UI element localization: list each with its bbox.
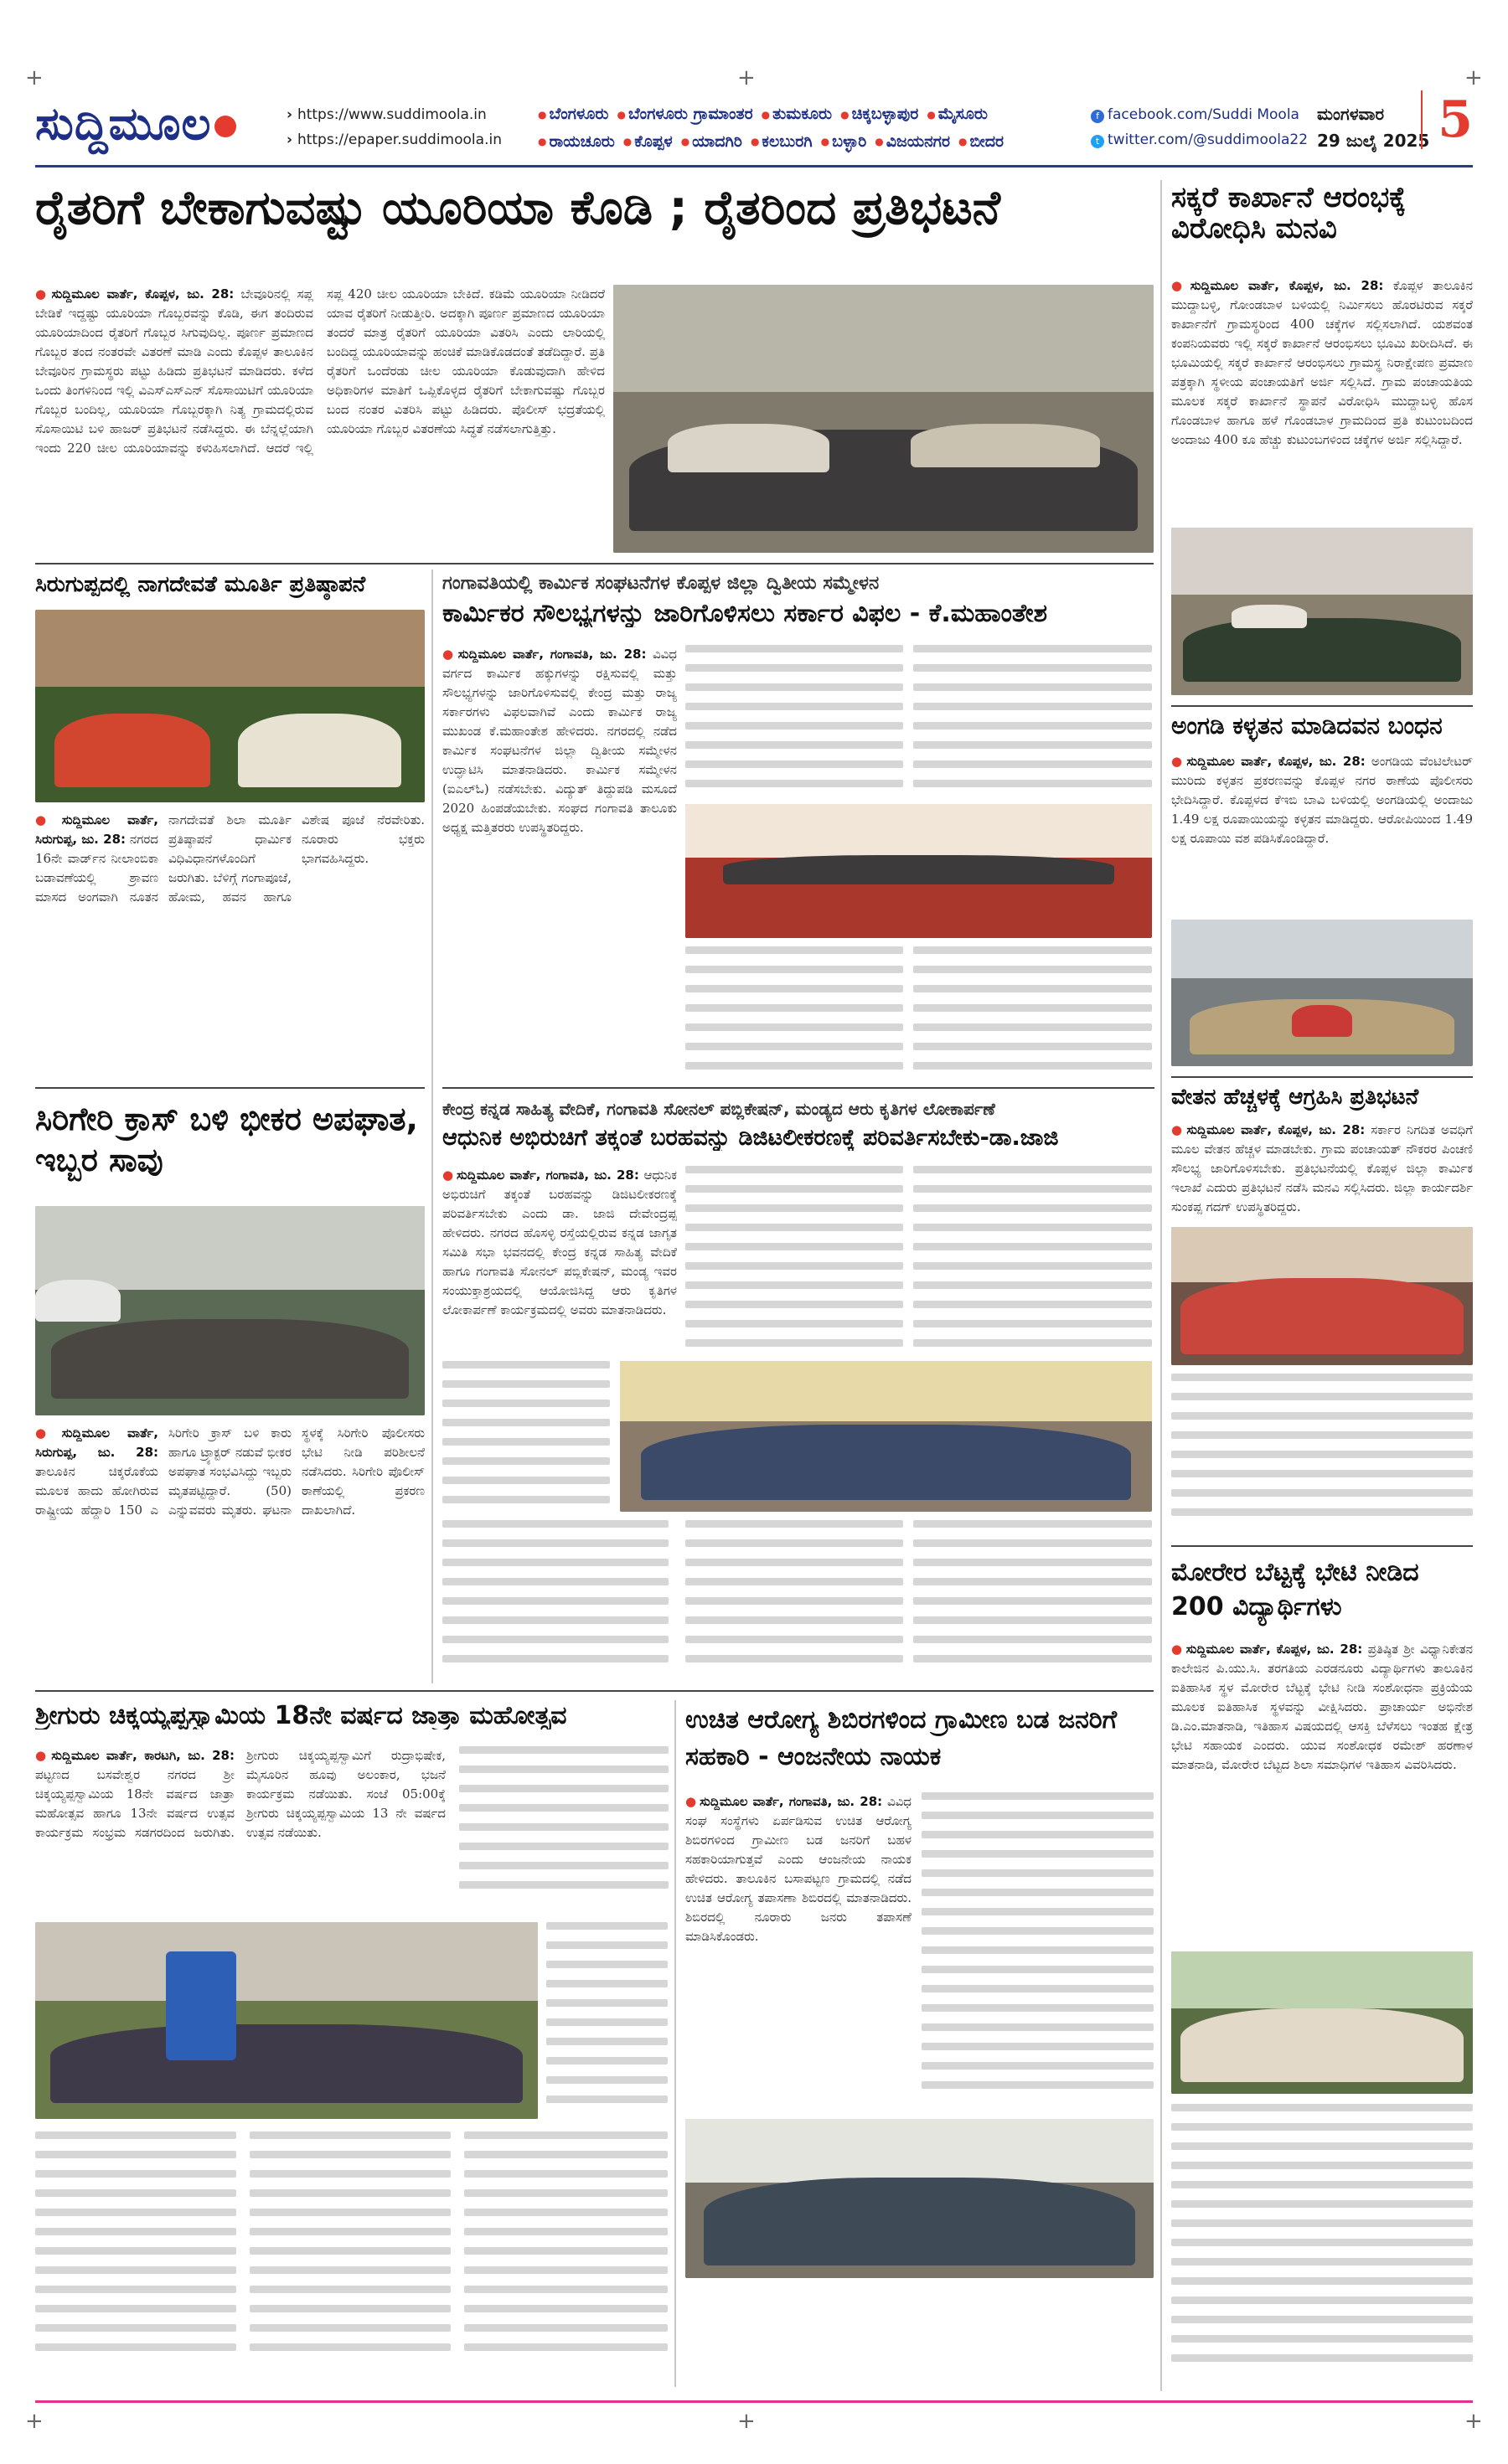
dateline: ● ಸುದ್ದಿಮೂಲ ವಾರ್ತೆ, ಗಂಗಾವತಿ, ಜು. 28: — [685, 1794, 882, 1809]
district-item[interactable]: ● ಮೈಸೂರು — [927, 105, 988, 123]
overline: ಕೇಂದ್ರ ಕನ್ನಡ ಸಾಹಿತ್ಯ ವೇದಿಕೆ, ಗಂಗಾವತಿ ಸೋನಲ್ ಪಬ್ಲಿಕೇಷನ್, ಮಂಡ್ಯದ ಆರು ಕೃತಿಗಳ ಲೋಕಾರ್ಪಣೆ — [442, 1099, 995, 1119]
headline: ಉಚಿತ ಆರೋಗ್ಯ ಶಿಬಿರಗಳಿಂದ ಗ್ರಾಮೀಣ ಬಡ ಜನರಿಗೆ ಸಹಕಾರಿ - ಆಂಜನೇಯ ನಾಯಕ — [685, 1705, 1118, 1771]
website-links — [287, 102, 502, 152]
students-photo — [1171, 1951, 1473, 2094]
text-column-placeholder — [442, 1520, 669, 1679]
crop-mark: + — [1464, 2409, 1483, 2434]
article-body — [1171, 752, 1473, 911]
article-body — [442, 1166, 677, 1358]
dateline: ● ಸುದ್ದಿಮೂಲ ವಾರ್ತೆ, ಕೊಪ್ಪಳ, ಜು. 28: — [1171, 1122, 1365, 1137]
date: 29 ಜುಲೈ 2025 — [1317, 131, 1430, 151]
health-camp-photo — [685, 2119, 1154, 2278]
dateline: ● ಸುದ್ದಿಮೂಲ ವಾರ್ತೆ, ಗಂಗಾವತಿ, ಜು. 28: — [442, 1168, 639, 1183]
text-column-placeholder — [922, 1792, 1154, 2111]
conference-photo — [685, 804, 1152, 938]
dateline: ● ಸುದ್ದಿಮೂಲ ವಾರ್ತೆ, ಸಿರುಗುಪ್ಪ, ಜು. 28: — [35, 812, 158, 847]
article-body — [35, 811, 425, 1079]
district-item[interactable]: ● ಬೀದರ — [958, 132, 1004, 151]
district-item[interactable]: ● ಕಲಬುರಗಿ — [751, 132, 813, 151]
article-body — [35, 1424, 425, 1675]
district-list — [538, 101, 1091, 155]
text-column-placeholder — [913, 946, 1152, 1080]
column-divider — [674, 1700, 676, 2387]
text-column-placeholder — [685, 645, 903, 796]
social-links — [1091, 102, 1308, 152]
article-text: ಪಟ್ಟಣದ ಬಸವೇಶ್ವರ ನಗರದ ಶ್ರೀ ಚಿಕ್ಕಯ್ಯಪ್ಪಸ್ವಾಮಿಯ 18ನೇ ವರ್ಷದ ಜಾತ್ರಾ ಮಹೋತ್ಸವ ಹಾಗೂ 13ನೇ ವರ್ಷದ ಉತ್ಸವ ಕಾರ್ಯಕ್ರಮ ಸಂಭ್ರಮ ಸಡಗರದಿಂದ ಜರುಗಿತು. ಶ್ರೀಗುರು ಚಿಕ್ಕಯ್ಯಪ್ಪಸ್ವಾಮಿಗೆ ರುದ್ರಾಭಿಷೇಕ, ಮೈಸೂರಿನ ಹೂವು ಅಲಂಕಾರ, ಭಜನೆ ಕಾರ್ಯಕ್ರಮ ನಡೆಯಿತು. ಸಂಜೆ 05:00ಕ್ಕೆ ಶ್ರೀಗುರು ಚಿಕ್ಕಯ್ಯಪ್ಪಸ್ವಾಮಿಯ 13 ನೇ ವರ್ಷದ ಉತ್ಸವ ನಡೆಯಿತು. — [35, 1748, 446, 1840]
section-rule — [1171, 1545, 1473, 1547]
article-body — [1171, 276, 1473, 519]
text-column-placeholder — [250, 2132, 451, 2383]
headline: ಕಾರ್ಮಿಕರ ಸೌಲಭ್ಯಗಳನ್ನು ಜಾರಿಗೊಳಿಸಲು ಸರ್ಕಾರ ವಿಫಲ - ಕೆ.ಮಹಾಂತೇಶ — [442, 600, 1048, 627]
text-column-placeholder — [1171, 2104, 1473, 2389]
district-item[interactable]: ● ಬೆಂಗಳೂರು — [538, 105, 608, 123]
text-column-placeholder — [913, 1166, 1152, 1354]
district-item[interactable]: ● ಬೆಂಗಳೂರು ಗ್ರಾಮಾಂತರ — [617, 105, 752, 123]
crop-mark: + — [737, 2409, 756, 2434]
petition-photo — [1171, 528, 1473, 695]
text-column-placeholder — [685, 1166, 903, 1354]
footer-rule — [35, 2400, 1473, 2403]
headline: ಶ್ರೀಗುರು ಚಿಕ್ಕಯ್ಯಪ್ಪಸ್ವಾಮಿಯ 18ನೇ ವರ್ಷದ ಜಾತ್ರಾ ಮಹೋತ್ಸವ — [35, 1702, 567, 1729]
district-item[interactable]: ● ತುಮಕೂರು — [762, 105, 832, 123]
article-body — [442, 645, 677, 1080]
article-body — [35, 285, 605, 553]
twitter-link[interactable]: twitter.com/@suddimoola22 — [1108, 131, 1309, 148]
text-column-placeholder — [464, 2132, 668, 2383]
headline: ರೈತರಿಗೆ ಬೇಕಾಗುವಷ್ಟು ಯೂರಿಯಾ ಕೊಡಿ ; ರೈತರಿಂದ ಪ್ರತಿಭಟನೆ — [35, 183, 1001, 235]
district-item[interactable]: ● ರಾಯಚೂರು — [538, 132, 615, 151]
text-column-placeholder — [913, 645, 1152, 796]
newspaper-logo[interactable]: ಸುದ್ದಿಮೂಲ — [35, 97, 236, 151]
headline: ಸಕ್ಕರೆ ಕಾರ್ಖಾನೆ ಆರಂಭಕ್ಕೆ ವಿರೋಧಿಸಿ ಮನವಿ — [1171, 181, 1407, 246]
dateline: ● ಸುದ್ದಿಮೂಲ ವಾರ್ತೆ, ಸಿರುಗುಪ್ಪ, ಜು. 28: — [35, 1425, 158, 1460]
crop-mark: + — [25, 65, 44, 90]
twitter-icon: t — [1091, 135, 1104, 148]
district-item[interactable]: ● ಬಳ್ಳಾರಿ — [821, 132, 867, 151]
crop-mark: + — [25, 2409, 44, 2434]
dateline: ● ಸುದ್ದಿಮೂಲ ವಾರ್ತೆ, ಕಾರಟಗಿ, ಜು. 28: — [35, 1748, 235, 1763]
section-rule — [35, 1690, 1154, 1692]
district-item[interactable]: ● ಯಾದಗಿರಿ — [681, 132, 742, 151]
issue-date — [1317, 101, 1429, 154]
text-column-placeholder — [913, 1520, 1152, 1679]
article-text: ನಗರದ 16ನೇ ವಾರ್ಡ್‌ನ ನೀಲಾಂಬಿಕಾ ಬಡಾವಣೆಯಲ್ಲಿ ಶ್ರಾವಣ ಮಾಸದ ಅಂಗವಾಗಿ ನೂತನ ನಾಗದೇವತೆ ಶಿಲಾ ಮೂರ್ತಿ ಪ್ರತಿಷ್ಠಾಪನೆ ಧಾರ್ಮಿಕ ವಿಧಿವಿಧಾನಗಳೊಂದಿಗೆ ಜರುಗಿತು. ಬೆಳಿಗ್ಗೆ ಗಂಗಾಪೂಜೆ, ಹೋಮ, ಹವನ ಹಾಗೂ ವಿಶೇಷ ಪೂಜೆ ನೆರವೇರಿತು. ನೂರಾರು ಭಕ್ತರು ಭಾಗವಹಿಸಿದ್ದರು. — [35, 812, 425, 905]
facebook-link[interactable]: facebook.com/Suddi Moola — [1108, 106, 1299, 123]
article-text: ಬೇವೂರಿನಲ್ಲಿ ಸಪ್ಲ ಬೇಡಿಕೆ ಇದ್ದಷ್ಟು ಯೂರಿಯಾ ಗೊಬ್ಬರವನ್ನು ಕೊಡಿ, ಈಗ ತಂದಿರುವ ಯೂರಿಯಾದಿಂದ ರೈತರಿಗೆ ಗೊಬ್ಬರ ಸಿಗುವುದಿಲ್ಲ. ಪೂರ್ಣ ಪ್ರಮಾಣದ ಗೊಬ್ಬರ ತಂದ ನಂತರವೇ ವಿತರಣೆ ಮಾಡಿ ಎಂದು ಕೊಪ್ಪಳ ತಾಲೂಕಿನ ಬೇವೂರಿನ ಗ್ರಾಮಸ್ಥರು ಪಟ್ಟು ಹಿಡಿದು ಪ್ರತಿಭಟನೆ ಮಾಡಿದರು. ಕಳೆದ ಒಂದು ತಿಂಗಳಿನಿಂದ ಇಲ್ಲಿ ವಿಎಸ್ಎಸ್ಎನ್ ಸೊಸಾಯಿಟಿಗೆ ಯೂರಿಯಾ ಗೊಬ್ಬರ ಬಂದಿಲ್ಲ, ಯೂರಿಯಾ ಗೊಬ್ಬರಕ್ಕಾಗಿ ನಿತ್ಯ ಗ್ರಾಮದಲ್ಲಿರುವ ಸೊಸಾಯಿಟಿ ಬಳಿ ಹಾಜರ್ ಪ್ರತಿಭಟನೆ ನಡೆಸಿದ್ದರು. ಈ ಬೆನ್ನಲ್ಲೆಯಾಗಿ ಇಂದು 220 ಚೀಲ ಯೂರಿಯಾವನ್ನು ಕಳುಹಿಸಲಾಗಿದೆ. ಆದರೆ ಇಲ್ಲಿ ಸಪ್ಲ 420 ಚೀಲ ಯೂರಿಯಾ ಬೇಕಿದೆ. ಕಡಿಮೆ ಯೂರಿಯಾ ನೀಡಿದರೆ ಯಾವ ರೈತರಿಗೆ ನೀಡುತ್ತೀರಿ. ಅದಕ್ಕಾಗಿ ಪೂರ್ಣ ಪ್ರಮಾಣದ ಯೂರಿಯಾ ತಂದರೆ ಮಾತ್ರ ರೈತರಿಗೆ ಯೂರಿಯಾ ವಿತರಿಸಿ ಎಂದು ಲಾರಿಯಲ್ಲಿ ಬಂದಿದ್ದ ಯೂರಿಯಾವನ್ನು ಹಂಚಿಕೆ ಮಾಡಿಕೊಡದಂತೆ ತಡೆದಿದ್ದಾರೆ. ಪ್ರತಿ ರೈತರಿಗೆ ಒಂದೆರಡು ಚೀಲ ಯೂರಿಯಾ ಕೊಡುವುದಾಗಿ ಹೇಳಿದ ಅಧಿಕಾರಿಗಳ ಮಾತಿಗೆ ಒಪ್ಪಿಕೊಳ್ಳದ ರೈತರಿಗೆ ಬೇಕಾಗುವಷ್ಟು ಗೊಬ್ಬರ ಬಂದ ನಂತರ ವಿತರಿಸಿ ಪಟ್ಟು ಹಿಡಿದರು. ಪೊಲೀಸ್ ಭದ್ರತೆಯಲ್ಲಿ ಯೂರಿಯಾ ಗೊಬ್ಬರ ವಿತರಣೆಯ ಸಿದ್ಧತೆ ನಡೆಸಲಾಗುತ್ತಿತ್ತು. — [35, 286, 605, 456]
article-body — [35, 1746, 446, 1914]
headline: ವೇತನ ಹೆಚ್ಚಳಕ್ಕೆ ಆಗ್ರಹಿಸಿ ಪ್ರತಿಭಟನೆ — [1171, 1085, 1419, 1110]
district-item[interactable]: ● ಕೊಪ್ಪಳ — [623, 132, 673, 151]
dateline: ● ಸುದ್ದಿಮೂಲ ವಾರ್ತೆ, ಕೊಪ್ಪಳ, ಜು. 28: — [1171, 754, 1366, 769]
section-rule — [35, 563, 1154, 564]
section-rule — [1171, 705, 1473, 707]
dateline: ● ಸುದ್ದಿಮೂಲ ವಾರ್ತೆ, ಗಂಗಾವತಿ, ಜು. 28: — [442, 647, 647, 662]
column-divider — [1160, 180, 1162, 2391]
overline: ಗಂಗಾವತಿಯಲ್ಲಿ ಕಾರ್ಮಿಕ ಸಂಘಟನೆಗಳ ಕೊಪ್ಪಳ ಜಿಲ್ಲಾ ದ್ವಿತೀಯ ಸಮ್ಮೇಳನ — [442, 573, 880, 594]
article-text: ಆಧುನಿಕ ಅಭಿರುಚಿಗೆ ತಕ್ಕಂತೆ ಬರಹವನ್ನು ಡಿಜಿಟಲೀಕರಣಕ್ಕೆ ಪರಿವರ್ತಿಸಬೇಕು ಎಂದು ಡಾ. ಜಾಜಿ ದೇವೇಂದ್ರಪ್ಪ ಹೇಳಿದರು. ನಗರದ ಹೊಸಳ್ಳಿ ರಸ್ತೆಯಲ್ಲಿರುವ ಕನ್ನಡ ಜಾಗೃತ ಸಮಿತಿ ಸಭಾ ಭವನದಲ್ಲಿ ಕೇಂದ್ರ ಕನ್ನಡ ಸಾಹಿತ್ಯ ವೇದಿಕೆ ಹಾಗೂ ಗಂಗಾವತಿ ಸೋನಲ್ ಪಬ್ಲಿಕೇಷನ್, ಮಂಡ್ಯ ಇವರ ಸಂಯುಕ್ತಾಶ್ರಯದಲ್ಲಿ ಆಯೋಜಿಸಿದ್ದ ಆರು ಕೃತಿಗಳ ಲೋಕಾರ್ಪಣೆ ಕಾರ್ಯಕ್ರಮದಲ್ಲಿ ಅವರು ಮಾತನಾಡಿದರು. — [442, 1168, 677, 1317]
district-item[interactable]: ● ಚಿಕ್ಕಬಳ್ಳಾಪುರ — [840, 105, 918, 123]
masthead — [35, 87, 1473, 168]
epaper-link[interactable]: › https://epaper.suddimoola.in — [287, 127, 502, 152]
page-number: 5 — [1421, 90, 1473, 149]
article-text: ವಿವಿಧ ವರ್ಗದ ಕಾರ್ಮಿಕ ಹಕ್ಕುಗಳನ್ನು ರಕ್ಷಿಸುವಲ್ಲಿ ಮತ್ತು ಸೌಲಭ್ಯಗಳನ್ನು ಜಾರಿಗೊಳಿಸುವಲ್ಲಿ ಕೇಂದ್ರ ಮತ್ತು ರಾಜ್ಯ ಸರ್ಕಾರಗಳು ವಿಫಲವಾಗಿವೆ ಎಂದು ಕಾರ್ಮಿಕ ರಾಜ್ಯ ಮುಖಂಡ ಕೆ.ಮಹಾಂತೇಶ ಹೇಳಿದರು. ನಗರದಲ್ಲಿ ನಡೆದ ಕಾರ್ಮಿಕ ಸಂಘಟನೆಗಳ ಜಿಲ್ಲಾ ದ್ವಿತೀಯ ಸಮ್ಮೇಳನ ಉದ್ಘಾಟಿಸಿ ಮಾತನಾಡಿದರು. ಕಾರ್ಮಿಕ ಸಮ್ಮೇಳನ (ಐಎಲ್ಓ) ನಡೆಸಬೇಕು. ವಿದ್ಯುತ್ ತಿದ್ದುಪಡಿ ಮಸೂದೆ 2020 ಹಿಂಪಡೆಯಬೇಕು. ಸಂಘದ ಗಂಗಾವತಿ ತಾಲೂಕು ಅಧ್ಯಕ್ಷ ಮತ್ತಿತರರು ಉಪಸ್ಥಿತರಿದ್ದರು. — [442, 647, 677, 835]
headline: ಸಿರುಗುಪ್ಪದಲ್ಲಿ ನಾಗದೇವತೆ ಮೂರ್ತಿ ಪ್ರತಿಷ್ಠಾಪನೆ — [35, 572, 366, 597]
headline: ಆಧುನಿಕ ಅಭಿರುಚಿಗೆ ತಕ್ಕಂತೆ ಬರಹವನ್ನು ಡಿಜಿಟಲೀಕರಣಕ್ಕೆ ಪರಿವರ್ತಿಸಬೇಕು-ಡಾ.ಜಾಜಿ — [442, 1126, 1059, 1151]
jatre-photo — [35, 1922, 538, 2119]
district-item[interactable]: ● ವಿಜಯನಗರ — [875, 132, 950, 151]
protest-photo — [613, 285, 1154, 553]
text-column-placeholder — [546, 1922, 668, 2119]
book-release-photo — [620, 1361, 1152, 1512]
column-divider — [431, 570, 433, 1683]
weekday: ಮಂಗಳವಾರ — [1317, 104, 1385, 124]
text-column-placeholder — [459, 1746, 669, 1914]
ritual-photo — [35, 610, 425, 802]
headline: ಅಂಗಡಿ ಕಳ್ಳತನ ಮಾಡಿದವನ ಬಂಧನ — [1171, 712, 1443, 740]
dateline: ● ಸುದ್ದಿಮೂಲ ವಾರ್ತೆ, ಕೊಪ್ಪಳ, ಜು. 28: — [1171, 1642, 1362, 1657]
section-rule — [1171, 1076, 1473, 1078]
text-column-placeholder — [1171, 1374, 1473, 1537]
dateline: ● ಸುದ್ದಿಮೂಲ ವಾರ್ತೆ, ಕೊಪ್ಪಳ, ಜು. 28: — [35, 286, 234, 302]
text-column-placeholder — [35, 2132, 236, 2383]
crop-mark: + — [1464, 65, 1483, 90]
salary-protest-photo — [1171, 1227, 1473, 1365]
website-link[interactable]: › https://www.suddimoola.in — [287, 102, 502, 127]
dateline: ● ಸುದ್ದಿಮೂಲ ವಾರ್ತೆ, ಕೊಪ್ಪಳ, ಜು. 28: — [1171, 278, 1383, 293]
article-text: ತಾಲೂಕಿನ ಚಿಕ್ಕರೊಕೆಯ ಮೂಲಕ ಹಾದು ಹೋಗಿರುವ ರಾಷ್ಟ್ರೀಯ ಹೆದ್ದಾರಿ 150 ಎ ಸಿರಿಗೇರಿ ಕ್ರಾಸ್ ಬಳಿ ಕಾರು ಹಾಗೂ ಟ್ರ್ಯಾಕ್ಟರ್ ನಡುವೆ ಭೀಕರ ಅಪಘಾತ ಸಂಭವಿಸಿದ್ದು ಇಬ್ಬರು ಮೃತಪಟ್ಟಿದ್ದಾರೆ. (50) ಎನ್ನುವವರು ಮೃತರು. ಘಟನಾ ಸ್ಥಳಕ್ಕೆ ಸಿರಿಗೇರಿ ಪೊಲೀಸರು ಭೇಟಿ ನೀಡಿ ಪರಿಶೀಲನೆ ನಡೆಸಿದರು. ಸಿರಿಗೇರಿ ಪೊಲೀಸ್ ಠಾಣೆಯಲ್ಲಿ ಪ್ರಕರಣ ದಾಖಲಾಗಿದೆ. — [35, 1425, 425, 1518]
article-body — [1171, 1121, 1473, 1221]
article-text: ಪ್ರತಿಷ್ಠಿತ ಶ್ರೀ ವಿಧ್ಯಾನಿಕೇತನ ಕಾಲೇಜಿನ ಪಿ.ಯು.ಸಿ. ತರಗತಿಯ ಎರಡನೂರು ವಿದ್ಯಾರ್ಥಿಗಳು ತಾಲೂಕಿನ ಐತಿಹಾಸಿಕ ಸ್ಥಳ ಮೋರೇರ ಬೆಟ್ಟಕ್ಕೆ ಭೇಟಿ ನೀಡಿ ಸಂಶೋಧನಾ ಪ್ರಕ್ರಿಯೆಯ ಮೂಲಕ ಐತಿಹಾಸಿಕ ಸ್ಥಳವನ್ನು ವೀಕ್ಷಿಸಿದರು. ಪ್ರಾಚಾರ್ಯ ಅಭಿನೇಶ ಡಿ.ಎಂ.ಮಾತನಾಡಿ, ಇತಿಹಾಸ ವಿಷಯದಲ್ಲಿ ಆಸಕ್ತಿ ಬೆಳೆಸಲು ಇಂತಹ ಕ್ಷೇತ್ರ ಭೇಟಿ ಸಹಾಯಕ ಎಂದರು. ಯುವ ಸಂಶೋಧಕ ರಮೇಶ್ ಹರಣಾಳ ಮಾತನಾಡಿ, ಮೋರೇರ ಬೆಟ್ಟದ ಶಿಲಾ ಸಮಾಧಿಗಳ ಇತಿಹಾಸ ವಿವರಿಸಿದರು. — [1171, 1642, 1473, 1772]
section-rule — [442, 1087, 1154, 1089]
police-photo — [1171, 920, 1473, 1066]
article-text: ಸರ್ಕಾರ ನಿಗದಿತ ಅವಧಿಗೆ ಮೂಲ ವೇತನ ಹೆಚ್ಚಳ ಮಾಡಬೇಕು. ಗ್ರಾಮ ಪಂಚಾಯತ್ ನೌಕರರ ಪಿಂಚಣಿ ಸೌಲಭ್ಯ ಜಾರಿಗೊಳಿಸಬೇಕು. ಪ್ರತಿಭಟನೆಯಲ್ಲಿ ಕೊಪ್ಪಳ ಜಿಲ್ಲಾ ಕಾರ್ಮಿಕ ಇಲಾಖೆ ಎದುರು ಪ್ರತಿಭಟನೆ ನಡೆಸಿ ಮನವಿ ಸಲ್ಲಿಸಿದರು. ಜಿಲ್ಲಾ ಕಾರ್ಯದರ್ಶಿ ಸುಂಕಪ್ಪ ಗದಗ್ ಉಪಸ್ಥಿತರಿದ್ದರು. — [1171, 1122, 1473, 1214]
text-column-placeholder — [685, 946, 903, 1080]
text-column-placeholder — [442, 1361, 610, 1512]
headline: ಸಿರಿಗೇರಿ ಕ್ರಾಸ್ ಬಳಿ ಭೀಕರ ಅಪಘಾತ, ಇಬ್ಬರ ಸಾವು — [35, 1101, 418, 1179]
text-column-placeholder — [685, 1520, 903, 1679]
facebook-icon: f — [1091, 110, 1104, 123]
section-rule — [35, 1087, 425, 1089]
article-text: ವಿವಿಧ ಸಂಘ ಸಂಸ್ಥೆಗಳು ಏರ್ಪಡಿಸುವ ಉಚಿತ ಆರೋಗ್ಯ ಶಿಬಿರಗಳಿಂದ ಗ್ರಾಮೀಣ ಬಡ ಜನರಿಗೆ ಬಹಳ ಸಹಕಾರಿಯಾಗುತ್ತವೆ ಎಂದು ಆಂಜನೇಯ ನಾಯಕ ಹೇಳಿದರು. ತಾಲೂಕಿನ ಬಸಾಪಟ್ಟಣ ಗ್ರಾಮದಲ್ಲಿ ನಡೆದ ಉಚಿತ ಆರೋಗ್ಯ ತಪಾಸಣಾ ಶಿಬಿರದಲ್ಲಿ ಮಾತನಾಡಿದರು. ಶಿಬಿರದಲ್ಲಿ ನೂರಾರು ಜನರು ತಪಾಸಣೆ ಮಾಡಿಸಿಕೊಂಡರು. — [685, 1794, 912, 1944]
article-body — [685, 1792, 912, 2111]
crop-mark: + — [737, 65, 756, 90]
accident-photo — [35, 1206, 425, 1415]
article-body — [1171, 1640, 1473, 1941]
article-text: ಕೊಪ್ಪಳ ತಾಲೂಕಿನ ಮುದ್ದಾಬಳ್ಳಿ, ಗೋಂಡಬಾಳ ಬಳಿಯಲ್ಲಿ ನಿರ್ಮಿಸಲು ಹೊರಟಿರುವ ಸಕ್ಕರೆ ಕಾರ್ಖಾನೆಗೆ ಗ್ರಾಮಸ್ಥರಿಂದ 400 ಚಕ್ಕೆಗಳ ಸಲ್ಲಿಸಲಾಗಿದೆ. ಯಶವಂತ ಕಂಪನಿಯವರು ಇಲ್ಲಿ ಸಕ್ಕರೆ ಕಾರ್ಖಾನೆ ಆರಂಭಿಸಲು ಭೂಮಿ ಖರೀದಿಸಿದೆ. ಈ ಭೂಮಿಯಲ್ಲಿ ಸಕ್ಕರೆ ಕಾರ್ಖಾನೆ ಆರಂಭಿಸಲು ಗ್ರಾಮಸ್ಥ ನಿರಾಕ್ಷೇಪಣ ಪ್ರಮಾಣ ಪತ್ರಕ್ಕಾಗಿ ಸ್ಥಳೀಯ ಪಂಚಾಯತಿಗೆ ಅರ್ಜಿ ಸಲ್ಲಿಸಿದೆ. ಗ್ರಾಮ ಪಂಚಾಯತಿಯ ಮೂಲಕ ಸಕ್ಕರೆ ಕಾರ್ಖಾನೆ ಸ್ಥಾಪನೆ ವಿರೋಧಿಸಿ ಮುದ್ದಾಬಳ್ಳಿ ಹೊಸ ಗೊಂಡಬಾಳ ಹಾಗೂ ಹಳೆ ಗೊಂಡಬಾಳ ಗ್ರಾಮದಿಂದ ಪ್ರತಿ ಕುಟುಂಬದಿಂದ ಅಂದಾಜು 400 ಕೂ ಹೆಚ್ಚು ಕುಟುಂಬಗಳಿಂದ ಚಕ್ಕೆಗಳ ಅರ್ಜಿ ಸಲ್ಲಿಸಿದ್ದಾರೆ. — [1171, 278, 1473, 447]
headline: ಮೋರೇರ ಬೆಟ್ಟಕ್ಕೆ ಭೇಟಿ ನೀಡಿದ 200 ವಿದ್ಯಾರ್ಥಿಗಳು — [1171, 1558, 1419, 1621]
article-text: ಅಂಗಡಿಯ ವೆಂಟಿಲೇಟರ್ ಮುರಿದು ಕಳ್ಳತನ ಪ್ರಕರಣವನ್ನು ಕೊಪ್ಪಳ ನಗರ ಠಾಣೆಯ ಪೊಲೀಸರು ಭೇದಿಸಿದ್ದಾರೆ. ಕೊಪ್ಪಳದ ಕೆಇಬಿ ಬಾವಿ ಬಳಿಯಲ್ಲಿ ಅಂಗಡಿಯಲ್ಲಿ ಅಂದಾಜು 1.49 ಲಕ್ಷ ರೂಪಾಯಿಯನ್ನು ಕಳ್ಳತನ ಮಾಡಿದ್ದರು. ಆರೋಪಿಯಿಂದ 1.49 ಲಕ್ಷ ರೂಪಾಯಿ ವಶ ಪಡಿಸಿಕೊಂಡಿದ್ದಾರೆ. — [1171, 754, 1473, 846]
